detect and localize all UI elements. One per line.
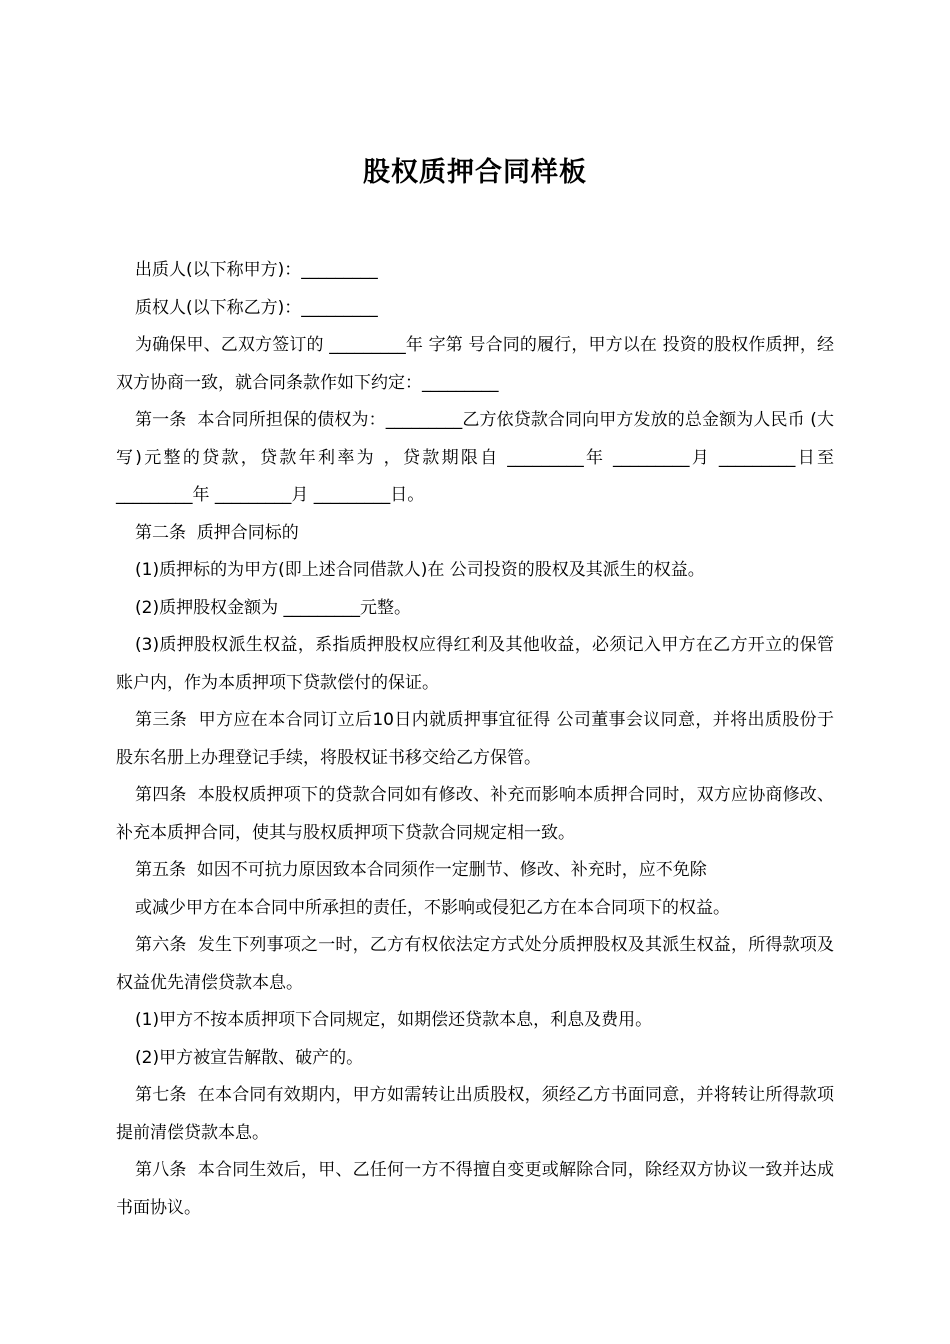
article-2-item-3: (3)质押股权派生权益，系指质押股权应得红利及其他收益，必须记入甲方在乙方开立的保管账户内，作为本质押项下贷款偿付的保证。: [116, 635, 834, 693]
article-6-item-2: (2)甲方被宣告解散、破产的。: [135, 1047, 364, 1068]
document-body: [116, 252, 840, 1227]
article-1: 第一条 本合同所担保的债权为：_________乙方依贷款合同向甲方发放的总金额为人民币 (大写)元整的贷款，贷款年利率为 ，贷款期限自 _________年 _________月 _________日至 _________年 _________月 _________日。: [116, 410, 840, 505]
article-6: 第六条 发生下列事项之一时，乙方有权依法定方式处分质押股权及其派生权益，所得款项及权益优先清偿贷款本息。: [116, 935, 834, 993]
pledgor-line: 出质人(以下称甲方)：_________: [135, 260, 378, 280]
article-3: 第三条 甲方应在本合同订立后10日内就质押事宜征得 公司董事会议同意，并将出质股份于股东名册上办理登记手续，将股权证书移交给乙方保管。: [116, 710, 834, 768]
article-5: 第五条 如因不可抗力原因致本合同须作一定删节、修改、补充时，应不免除: [135, 860, 707, 880]
document-title: 股权质押合同样板: [363, 157, 587, 189]
article-2-item-2: (2)质押股权金额为 _________元整。: [135, 597, 411, 618]
article-2-heading: 第二条 质押合同标的: [135, 522, 299, 543]
preamble-paragraph: 为确保甲、乙双方签订的 _________年 字第 号合同的履行，甲方以在 投资的股权作质押，经双方协商一致，就合同条款作如下约定：_________: [116, 335, 834, 393]
pledgee-line: 质权人(以下称乙方)：_________: [135, 297, 378, 318]
article-7: 第七条 在本合同有效期内，甲方如需转让出质股权，须经乙方书面同意，并将转让所得款项提前清偿贷款本息。: [116, 1085, 834, 1143]
article-2-item-1: (1)质押标的为甲方(即上述合同借款人)在 公司投资的股权及其派生的权益。: [135, 560, 705, 580]
article-5-continued: 或减少甲方在本合同中所承担的责任，不影响或侵犯乙方在本合同项下的权益。: [135, 897, 730, 918]
article-4: 第四条 本股权质押项下的贷款合同如有修改、补充而影响本质押合同时，双方应协商修改、补充本质押合同，使其与股权质押项下贷款合同规定相一致。: [116, 785, 834, 843]
article-6-item-1: (1)甲方不按本质押项下合同规定，如期偿还贷款本息，利息及费用。: [135, 1010, 653, 1030]
article-8: 第八条 本合同生效后，甲、乙任何一方不得擅自变更或解除合同，除经双方协议一致并达成书面协议。: [116, 1160, 834, 1218]
